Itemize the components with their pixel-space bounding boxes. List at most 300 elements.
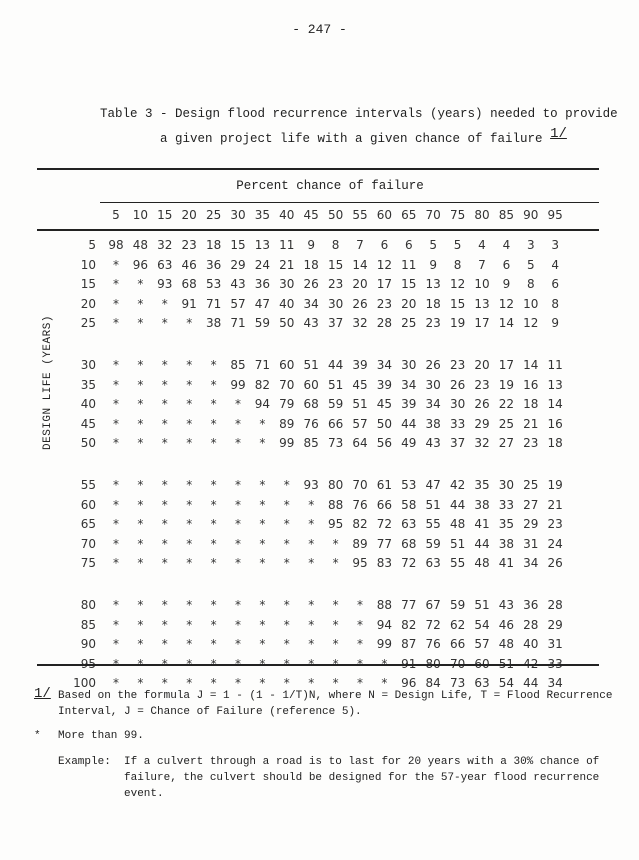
column-header: 90: [523, 208, 539, 222]
table-cell: 26: [425, 358, 441, 372]
design-life-value: 65: [80, 517, 96, 532]
table-cell: 99: [376, 637, 393, 652]
table-cell: *: [259, 676, 266, 691]
table-cell: 6: [380, 238, 389, 252]
table-cell: 30: [279, 277, 295, 292]
table-cell: *: [186, 598, 193, 612]
table-cell: 28: [376, 316, 393, 331]
table-cell: *: [186, 436, 193, 451]
table-cell: 39: [352, 358, 368, 372]
table-cell: 43: [498, 598, 515, 612]
table-cell: *: [259, 497, 266, 512]
table-cell: 72: [376, 517, 393, 532]
table-cell: 49: [401, 436, 417, 451]
table-cell: 21: [547, 497, 563, 512]
table-cell: *: [137, 598, 144, 612]
table-cell: 98: [108, 238, 124, 252]
table-cell: 30: [327, 296, 344, 311]
table-cell: 34: [547, 676, 563, 691]
table-cell: 66: [327, 416, 344, 431]
table-cell: 22: [498, 397, 515, 412]
example-label: Example:: [58, 756, 111, 768]
table-cell: *: [235, 416, 241, 431]
table-cell: 59: [425, 536, 441, 551]
design-life-value: 40: [80, 397, 96, 412]
table-cell: 32: [352, 316, 368, 331]
table-cell: *: [259, 436, 266, 451]
table-cell: 88: [376, 598, 393, 612]
table-cell: 53: [401, 478, 417, 492]
table-cell: 12: [449, 277, 466, 292]
table-cell: 27: [523, 497, 539, 512]
table-cell: *: [283, 497, 290, 512]
column-header: 20: [181, 208, 197, 222]
table-cell: *: [113, 598, 119, 612]
design-life-value: 70: [80, 536, 96, 551]
table-cell: 24: [547, 536, 563, 551]
table-cell: *: [137, 277, 144, 292]
table-cell: 63: [157, 257, 173, 272]
table-cell: 18: [523, 397, 539, 412]
table-cell: 19: [449, 316, 466, 331]
footnote-1-line-1: Based on the formula J = 1 - (1 - 1/T)N, where N = Design Life, T = Flood Recurrence: [58, 690, 613, 702]
table-cell: *: [113, 316, 119, 331]
table-cell: 28: [547, 598, 563, 612]
table-cell: 73: [327, 436, 344, 451]
page-number: - 247 -: [292, 22, 347, 37]
table-cell: *: [332, 637, 339, 652]
table-cell: 11: [279, 238, 295, 252]
footnote-star-mark: *: [34, 730, 41, 742]
footnote-1-mark: 1/: [34, 686, 51, 702]
table-cell: 77: [401, 598, 417, 612]
table-cell: 33: [498, 497, 515, 512]
table-cell: 50: [376, 416, 393, 431]
table-cell: 18: [303, 257, 319, 272]
table-cell: *: [308, 676, 315, 691]
table-cell: 18: [205, 238, 222, 252]
table-cell: *: [308, 556, 315, 571]
table-cell: *: [210, 377, 217, 392]
table-cell: *: [161, 296, 168, 311]
table-cell: 7: [478, 257, 486, 272]
table-cell: 36: [523, 598, 539, 612]
table-cell: 83: [376, 556, 393, 571]
table-cell: 9: [307, 238, 315, 252]
table-cell: *: [161, 377, 168, 392]
column-header: 15: [157, 208, 173, 222]
table-cell: 9: [551, 316, 559, 331]
column-header: 80: [474, 208, 490, 222]
design-life-value: 90: [80, 637, 96, 652]
table-cell: 10: [474, 277, 490, 292]
table-cell: 76: [425, 637, 441, 652]
table-cell: 12: [498, 296, 515, 311]
table-cell: 6: [404, 238, 413, 252]
table-cell: 34: [303, 296, 319, 311]
table-cell: *: [357, 637, 363, 652]
table-cell: *: [210, 478, 217, 492]
table-cell: *: [259, 617, 266, 632]
table-cell: *: [308, 598, 315, 612]
table-cell: 23: [376, 296, 393, 311]
table-cell: *: [186, 536, 193, 551]
table-cell: 93: [303, 478, 319, 492]
table-cell: 32: [157, 238, 173, 252]
table-cell: 57: [230, 296, 246, 311]
table-cell: 84: [425, 676, 441, 691]
table-cell: 68: [303, 397, 319, 412]
table-cell: 27: [498, 436, 515, 451]
table-cell: *: [332, 536, 339, 551]
caption-line-1: Table 3 - Design flood recurrence intervals (years) needed to provide: [100, 107, 618, 121]
table-cell: 79: [279, 397, 295, 412]
table-cell: 43: [303, 316, 319, 331]
design-life-value: 85: [80, 617, 96, 632]
table-cell: *: [235, 436, 241, 451]
table-cell: 8: [331, 238, 340, 252]
table-cell: *: [137, 497, 144, 512]
table-cell: *: [308, 617, 315, 632]
design-life-value: 5: [88, 238, 96, 252]
table-cell: 71: [230, 316, 246, 331]
column-header: 60: [376, 208, 393, 222]
table-cell: 39: [401, 397, 417, 412]
table-cell: 51: [327, 377, 344, 392]
table-cell: *: [283, 617, 290, 632]
table-cell: 58: [401, 497, 417, 512]
table-cell: 70: [279, 377, 295, 392]
design-life-value: 75: [80, 556, 96, 571]
table-cell: *: [161, 436, 168, 451]
table-cell: *: [161, 556, 168, 571]
table-cell: *: [161, 316, 168, 331]
table-cell: 15: [449, 296, 466, 311]
table-cell: 23: [523, 436, 539, 451]
table-cell: *: [210, 598, 217, 612]
table-cell: 26: [303, 277, 319, 292]
table-cell: 25: [523, 478, 539, 492]
table-cell: 44: [449, 497, 466, 512]
table-cell: *: [137, 436, 144, 451]
table-cell: 13: [254, 238, 271, 252]
table-cell: *: [161, 397, 168, 412]
table-cell: *: [283, 478, 290, 492]
table-cell: 72: [401, 556, 417, 571]
example-line-1: If a culvert through a road is to last for 20 years with a 30% chance of: [124, 756, 600, 768]
table-cell: 59: [327, 397, 344, 412]
table-cell: 41: [474, 517, 490, 532]
table-cell: 64: [352, 436, 368, 451]
table-cell: 26: [474, 397, 490, 412]
table-cell: 28: [523, 617, 539, 632]
table-cell: 60: [279, 358, 295, 372]
table-cell: 66: [376, 497, 393, 512]
table-cell: 23: [425, 316, 441, 331]
table-cell: 14: [547, 397, 563, 412]
table-cell: 70: [352, 478, 368, 492]
table-cell: *: [210, 497, 217, 512]
table-cell: *: [113, 637, 119, 652]
design-life-value: 80: [80, 598, 96, 612]
table-cell: *: [259, 598, 266, 612]
table-cell: *: [210, 397, 217, 412]
table-cell: 55: [449, 556, 466, 571]
table-cell: 38: [205, 316, 222, 331]
table-cell: 8: [453, 257, 462, 272]
table-cell: 20: [401, 296, 417, 311]
example-line-3: event.: [124, 788, 164, 800]
table-cell: *: [113, 416, 119, 431]
table-cell: *: [113, 536, 119, 551]
table-cell: 96: [401, 676, 417, 691]
table-cell: 93: [157, 277, 173, 292]
table-cell: 63: [425, 556, 441, 571]
table-cell: *: [283, 676, 290, 691]
table-cell: 7: [356, 238, 364, 252]
table-cell: *: [259, 637, 266, 652]
table-cell: 37: [327, 316, 344, 331]
table-cell: 62: [449, 617, 466, 632]
table-cell: *: [186, 478, 193, 492]
design-life-value: 50: [80, 436, 96, 451]
table-cell: 42: [449, 478, 466, 492]
table-cell: 85: [230, 358, 246, 372]
design-life-value: 35: [80, 377, 96, 392]
table-cell: *: [137, 556, 144, 571]
table-cell: *: [186, 497, 193, 512]
table-cell: 43: [425, 436, 441, 451]
table-cell: 26: [449, 377, 466, 392]
table-cell: 23: [547, 517, 563, 532]
design-life-value: 60: [80, 497, 96, 512]
table-cell: 4: [551, 257, 559, 272]
table-cell: *: [235, 617, 241, 632]
table-cell: 99: [230, 377, 246, 392]
table-cell: *: [259, 517, 266, 532]
table-cell: *: [210, 436, 217, 451]
table-cell: 66: [449, 637, 466, 652]
table-cell: 38: [425, 416, 441, 431]
table-cell: *: [210, 536, 217, 551]
table-cell: 94: [376, 617, 393, 632]
table-cell: *: [137, 517, 144, 532]
table-cell: *: [161, 598, 168, 612]
table-cell: 48: [498, 637, 515, 652]
column-group-header: Percent chance of failure: [236, 179, 424, 193]
table-cell: 30: [498, 478, 515, 492]
table-cell: 12: [376, 257, 393, 272]
table-cell: *: [186, 517, 193, 532]
table-cell: *: [235, 598, 241, 612]
table-cell: *: [137, 377, 144, 392]
table-cell: 95: [327, 517, 344, 532]
table-cell: *: [113, 556, 119, 571]
table-cell: 45: [376, 397, 393, 412]
table-cell: *: [235, 536, 241, 551]
table-cell: *: [308, 536, 315, 551]
table-cell: 76: [303, 416, 319, 431]
table-cell: 15: [401, 277, 417, 292]
table-cell: 17: [474, 316, 490, 331]
table-cell: 85: [303, 436, 319, 451]
table-cell: *: [113, 478, 119, 492]
table-cell: 19: [547, 478, 563, 492]
table-cell: 11: [401, 257, 417, 272]
table-cell: *: [210, 617, 217, 632]
table-cell: *: [283, 517, 290, 532]
table-cell: *: [137, 416, 144, 431]
table-cell: 80: [327, 478, 344, 492]
table-cell: *: [113, 676, 119, 691]
table-cell: 44: [327, 358, 344, 372]
table-cell: *: [210, 556, 217, 571]
design-life-value: 15: [80, 277, 96, 292]
table-cell: 25: [498, 416, 515, 431]
table-cell: 73: [449, 676, 466, 691]
footnote-star-text: More than 99.: [58, 730, 144, 742]
caption-footnote-mark: 1/: [550, 126, 567, 142]
table-cell: *: [381, 676, 388, 691]
table-cell: 48: [132, 238, 149, 252]
table-cell: 30: [449, 397, 466, 412]
table-cell: 12: [523, 316, 539, 331]
table-cell: 34: [401, 377, 417, 392]
table-cell: 95: [352, 556, 368, 571]
table-cell: *: [235, 676, 241, 691]
table-cell: 29: [230, 257, 246, 272]
table-cell: 44: [474, 536, 490, 551]
table-cell: *: [357, 598, 363, 612]
table-cell: *: [210, 517, 217, 532]
table-cell: 45: [352, 377, 368, 392]
table-cell: *: [357, 676, 363, 691]
table-cell: 4: [478, 238, 486, 252]
table-cell: *: [113, 617, 119, 632]
table-cell: 32: [474, 436, 490, 451]
table-cell: *: [113, 436, 119, 451]
table-cell: *: [161, 478, 168, 492]
table-cell: 16: [523, 377, 539, 392]
table-cell: *: [137, 536, 144, 551]
table-cell: *: [308, 497, 315, 512]
table-cell: 6: [551, 277, 559, 292]
table-cell: 57: [352, 416, 368, 431]
table-cell: *: [113, 397, 119, 412]
table-cell: 20: [352, 277, 368, 292]
table-cell: 63: [474, 676, 490, 691]
table-cell: 13: [474, 296, 490, 311]
column-header: 55: [352, 208, 368, 222]
table-cell: 29: [523, 517, 539, 532]
table-cell: *: [161, 637, 168, 652]
table-cell: 40: [279, 296, 295, 311]
table-cell: *: [186, 556, 193, 571]
table-cell: 8: [551, 296, 559, 311]
table-cell: *: [235, 637, 241, 652]
table-cell: *: [235, 397, 241, 412]
table-cell: 26: [352, 296, 368, 311]
table-cell: 15: [327, 257, 344, 272]
column-header: 45: [303, 208, 319, 222]
table-cell: 68: [181, 277, 197, 292]
caption-line-2-wrap: [100, 124, 618, 149]
table-cell: *: [308, 517, 315, 532]
table-cell: 82: [401, 617, 417, 632]
table-cell: 56: [376, 436, 393, 451]
table-cell: *: [332, 598, 339, 612]
table-cell: *: [186, 377, 193, 392]
table-cell: 48: [449, 517, 466, 532]
table-cell: *: [113, 296, 119, 311]
table-cell: 89: [279, 416, 295, 431]
table-cell: 23: [181, 238, 197, 252]
table-cell: *: [186, 676, 193, 691]
table-cell: 5: [429, 238, 437, 252]
column-header: 85: [498, 208, 515, 222]
footnote-1-line-2: Interval, J = Chance of Failure (reference 5).: [58, 706, 362, 718]
table-cell: 51: [449, 536, 466, 551]
table-cell: 96: [132, 257, 149, 272]
table-cell: 41: [498, 556, 515, 571]
column-header: 65: [401, 208, 417, 222]
table-cell: 19: [498, 377, 515, 392]
table-cell: 51: [474, 598, 490, 612]
table-cell: *: [186, 316, 193, 331]
column-header: 5: [112, 208, 120, 222]
column-header: 40: [279, 208, 295, 222]
table-cell: *: [357, 617, 363, 632]
table-cell: 31: [547, 637, 563, 652]
table-cell: 34: [376, 358, 393, 372]
table-cell: 35: [498, 517, 515, 532]
table-cell: 30: [401, 358, 417, 372]
table-cell: 89: [352, 536, 368, 551]
table-cell: 77: [376, 536, 393, 551]
table-cell: 30: [425, 377, 441, 392]
table-cell: 40: [523, 637, 539, 652]
table-cell: *: [113, 497, 119, 512]
design-life-value: 30: [80, 358, 96, 372]
table-cell: 50: [279, 316, 295, 331]
design-life-axis-label: DESIGN LIFE (YEARS): [42, 315, 54, 450]
table-cell: *: [210, 416, 217, 431]
table-cell: *: [161, 416, 168, 431]
table-cell: 21: [523, 416, 539, 431]
table-cell: *: [332, 617, 339, 632]
table-cell: 55: [425, 517, 441, 532]
table-cell: *: [283, 536, 290, 551]
table-cell: 37: [449, 436, 466, 451]
table-cell: 63: [401, 517, 417, 532]
example-line-2: failure, the culvert should be designed for the 57-year flood recurrence: [124, 772, 600, 784]
table-cell: *: [137, 478, 144, 492]
table-cell: 38: [498, 536, 515, 551]
table-cell: *: [137, 637, 144, 652]
header-bottom-rule: [37, 229, 599, 231]
table-cell: 44: [401, 416, 417, 431]
table-cell: *: [283, 637, 290, 652]
table-cell: 82: [352, 517, 368, 532]
table-cell: *: [210, 358, 217, 372]
table-cell: 71: [254, 358, 271, 372]
table-cell: *: [186, 416, 193, 431]
table-cell: *: [332, 676, 339, 691]
table-cell: *: [161, 536, 168, 551]
table-cell: 76: [352, 497, 368, 512]
table-cell: *: [113, 358, 119, 372]
table-cell: *: [113, 277, 119, 292]
